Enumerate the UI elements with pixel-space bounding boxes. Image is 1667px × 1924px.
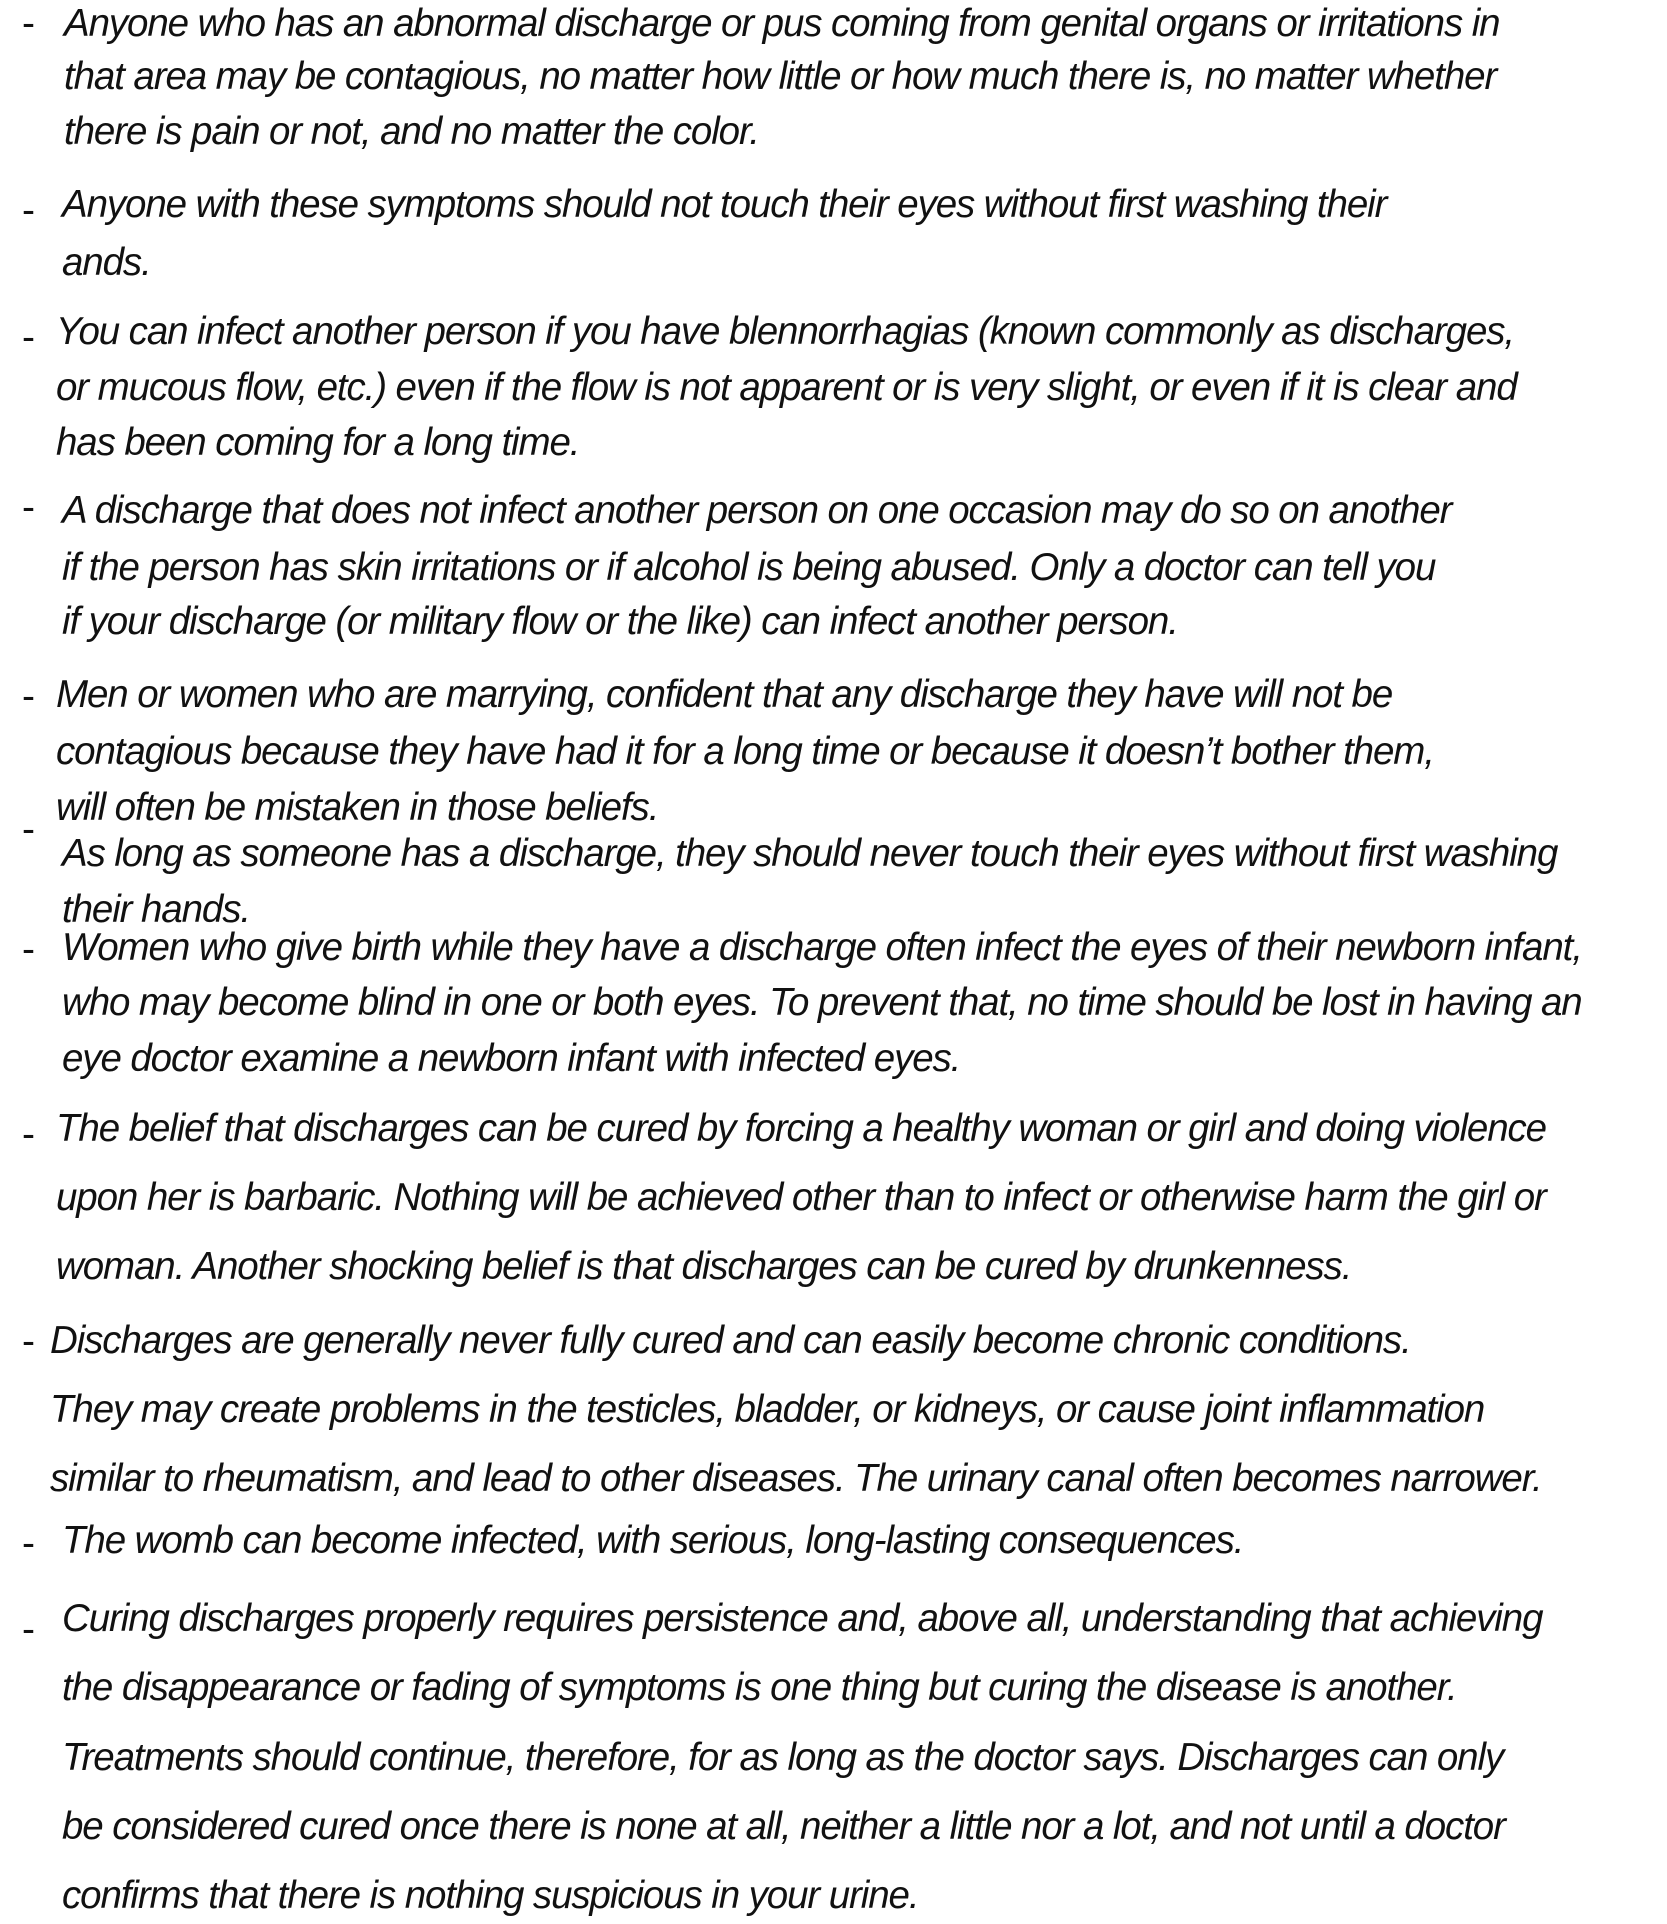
bullet-dash: - (22, 928, 35, 971)
text-line: Women who give birth while they have a discharge often infect the eyes of their newborn infant, (62, 926, 1582, 969)
bullet-dash: - (22, 1608, 35, 1651)
text-line: similar to rheumatism, and lead to other diseases. The urinary canal often becomes narrower. (50, 1457, 1542, 1500)
bullet-dash: - (22, 486, 35, 529)
bullet-dash: - (22, 1320, 35, 1363)
text-line: Anyone with these symptoms should not touch their eyes without first washing their (62, 183, 1387, 226)
text-line: Curing discharges properly requires persistence and, above all, understanding that achieving (62, 1597, 1543, 1640)
text-line: the disappearance or fading of symptoms is one thing but curing the disease is another. (62, 1666, 1457, 1709)
text-line: A discharge that does not infect another person on one occasion may do so on another (62, 489, 1452, 532)
text-line: who may become blind in one or both eyes. To prevent that, no time should be lost in having an (62, 981, 1582, 1024)
bullet-dash: - (22, 189, 35, 232)
text-line: woman. Another shocking belief is that discharges can be cured by drunkenness. (56, 1245, 1352, 1288)
text-line: be considered cured once there is none at all, neither a little nor a lot, and not until a doctor (62, 1805, 1505, 1848)
text-line: that area may be contagious, no matter how little or how much there is, no matter whether (64, 55, 1497, 98)
bullet-dash: - (22, 2, 35, 45)
text-line: there is pain or not, and no matter the color. (64, 110, 759, 153)
text-line: Discharges are generally never fully cured and can easily become chronic conditions. (50, 1319, 1411, 1362)
text-line: contagious because they have had it for a long time or because it doesn’t bother them, (56, 730, 1434, 773)
bullet-dash: - (22, 808, 35, 851)
text-line: if the person has skin irritations or if alcohol is being abused. Only a doctor can tell you (62, 546, 1436, 589)
bullet-dash: - (22, 675, 35, 718)
text-line: or mucous flow, etc.) even if the flow is not apparent or is very slight, or even if it is clear and (56, 366, 1517, 409)
text-line: The belief that discharges can be cured by forcing a healthy woman or girl and doing violence (56, 1107, 1546, 1150)
text-line: eye doctor examine a newborn infant with infected eyes. (62, 1037, 961, 1080)
text-line: their hands. (62, 888, 250, 931)
text-line: will often be mistaken in those beliefs. (56, 786, 659, 829)
text-line: They may create problems in the testicles, bladder, or kidneys, or cause joint inflammation (50, 1388, 1485, 1431)
bullet-dash: - (22, 1522, 35, 1565)
text-line: confirms that there is nothing suspicious in your urine. (62, 1874, 919, 1917)
text-line: You can infect another person if you have blennorrhagias (known commonly as discharges, (56, 310, 1515, 353)
bullet-dash: - (22, 1113, 35, 1156)
bullet-dash: - (22, 316, 35, 359)
text-line: As long as someone has a discharge, they should never touch their eyes without first washing (62, 832, 1558, 875)
text-line: ands. (62, 241, 151, 284)
text-line: The womb can become infected, with serious, long-lasting consequences. (62, 1519, 1244, 1562)
text-line: has been coming for a long time. (56, 421, 580, 464)
text-line: upon her is barbaric. Nothing will be achieved other than to infect or otherwise harm the girl or (56, 1176, 1546, 1219)
text-line: if your discharge (or military flow or the like) can infect another person. (62, 600, 1178, 643)
text-line: Anyone who has an abnormal discharge or pus coming from genital organs or irritations in (64, 2, 1500, 45)
text-line: Treatments should continue, therefore, for as long as the doctor says. Discharges can only (62, 1736, 1504, 1779)
text-line: Men or women who are marrying, confident that any discharge they have will not be (56, 673, 1393, 716)
